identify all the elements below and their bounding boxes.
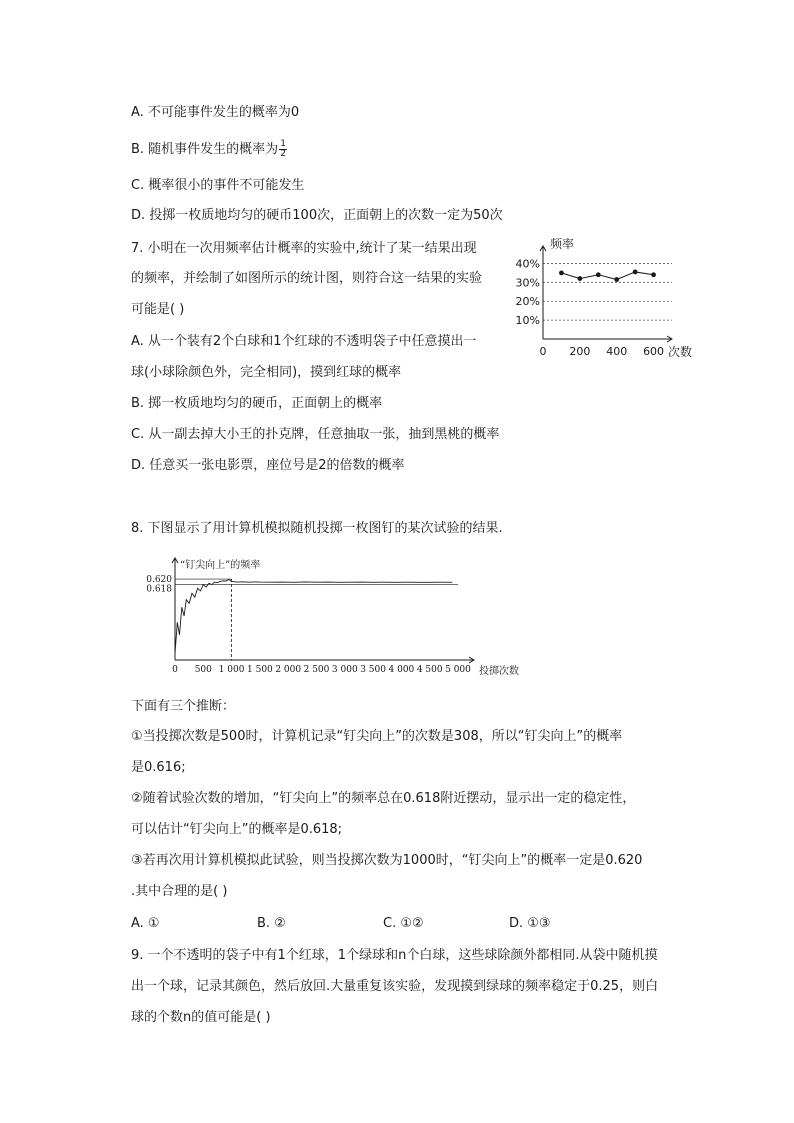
c8-x-axis-label: 投掷次数 <box>479 666 519 677</box>
q6-option-a: A. 不可能事件发生的概率为0 <box>131 105 300 120</box>
q9-line3: 球的个数n的值可能是( ) <box>131 1010 271 1025</box>
c8-x-tick-label: 3 500 <box>360 665 386 675</box>
q6-option-b-fraction <box>279 140 287 159</box>
q8-stem: 8. 下图显示了用计算机模拟随机投掷一枚图钉的某次试验的结果. <box>131 521 503 536</box>
c8-x-tick-label: 4 500 <box>416 665 443 675</box>
c8-x-tick-label: 3 000 <box>331 665 358 675</box>
q7-option-a-line2: 球(小球除颜色外，完全相同)，摸到红球的概率 <box>131 365 402 380</box>
q8-statement1-line1: ①当投掷次数是500时，计算机记录“钉尖向上”的次数是308，所以“钉尖向上”的概率 <box>131 729 623 744</box>
q8-statement3-line1: ③若再次用计算机模拟此试验，则当投掷次数为1000时，“钉尖向上”的概率一定是0.620 <box>131 853 643 868</box>
c7-data-point <box>559 270 564 275</box>
c7-data-point <box>633 270 638 275</box>
c7-data-point <box>577 276 582 281</box>
c7-data-point <box>614 277 619 282</box>
q9-line2: 出一个球，记录其颜色，然后放回.大量重复该实验，发现摸到绿球的频率稳定于0.25，则白 <box>131 979 659 994</box>
c8-x-tick-label: 0 <box>172 665 178 675</box>
c7-data-point <box>651 272 656 277</box>
c8-y-tick-label: 0.618 <box>146 584 172 595</box>
q8-statement3-line2: .其中合理的是( ) <box>131 884 228 899</box>
q8-intro: 下面有三个推断： <box>131 699 236 714</box>
c7-x-tick-label: 600 <box>643 345 665 358</box>
q8-choice-c: C. ①② <box>383 916 424 931</box>
c8-x-tick-label: 1 500 <box>247 665 273 675</box>
q8-statement2-line2: 可以估计“钉尖向上”的概率是0.618; <box>131 822 343 837</box>
q8-frequency-chart <box>140 550 540 682</box>
c7-y-tick-label: 10% <box>515 314 540 328</box>
q6-option-d: D. 投掷一枚质地均匀的硬币100次，正面朝上的次数一定为50次 <box>131 208 503 223</box>
q7-stem-line2: 的频率，并绘制了如图所示的统计图，则符合这一结果的实验 <box>131 271 483 286</box>
q8-choice-d: D. ①③ <box>509 916 551 931</box>
q7-option-a-line1: A. 从一个装有2个白球和1个红球的不透明袋子中任意摸出一 <box>131 334 477 349</box>
c7-y-tick-label: 30% <box>515 276 540 290</box>
q6-option-b-text: B. 随机事件发生的概率为 <box>131 142 279 157</box>
q7-option-b: B. 掷一枚质地均匀的硬币，正面朝上的概率 <box>131 396 383 411</box>
q7-stem-line3: 可能是( ) <box>131 302 185 317</box>
c7-x-tick-label: 200 <box>569 345 591 358</box>
c8-x-tick-label: 4 000 <box>388 665 415 675</box>
q6-option-c: C. 概率很小的事件不可能发生 <box>131 178 305 193</box>
c8-x-tick-label: 2 500 <box>303 665 330 675</box>
c7-x-tick-label: 0 <box>539 345 547 358</box>
c7-y-tick-label: 20% <box>515 295 540 309</box>
c7-y-tick-label: 40% <box>515 257 540 271</box>
q8-choice-a: A. ① <box>131 916 160 931</box>
c7-x-tick-label: 400 <box>606 345 628 358</box>
c8-chart-title: “钉尖向上”的频率 <box>180 560 261 571</box>
q6-option-b <box>131 140 287 159</box>
c8-x-tick-label: 2 000 <box>275 665 302 675</box>
c8-x-tick-label: 500 <box>194 665 212 675</box>
c8-x-tick-label: 5 000 <box>445 665 471 675</box>
c7-x-axis-label: 次数 <box>668 345 693 359</box>
q7-option-c: C. 从一副去掉大小王的扑克牌，任意抽取一张，抽到黑桃的概率 <box>131 427 500 442</box>
c7-data-point <box>596 272 601 277</box>
c8-y-tick-label: 0.620 <box>146 575 172 586</box>
q8-statement2-line1: ②随着试验次数的增加，“钉尖向上”的频率总在0.618附近摆动，显示出一定的稳定性， <box>131 791 636 806</box>
q7-frequency-chart <box>510 234 700 364</box>
c8-frequency-curve <box>175 580 452 654</box>
fraction-denominator: 2 <box>280 149 286 159</box>
fraction-numerator: 1 <box>280 139 286 149</box>
q8-statement1-line2: 是0.616; <box>131 760 186 775</box>
q9-line1: 9. 一个不透明的袋子中有1个红球，1个绿球和n个白球，这些球除颜外都相同.从袋中随机摸 <box>131 948 658 963</box>
c7-y-axis-label: 频率 <box>550 237 575 251</box>
q7-option-d: D. 任意买一张电影票，座位号是2的倍数的概率 <box>131 458 405 473</box>
q7-stem-line1: 7. 小明在一次用频率估计概率的实验中,统计了某一结果出现 <box>131 241 477 256</box>
q8-choice-b: B. ② <box>257 916 286 931</box>
c7-series-line <box>561 272 653 280</box>
c8-x-tick-label: 1 000 <box>218 665 245 675</box>
